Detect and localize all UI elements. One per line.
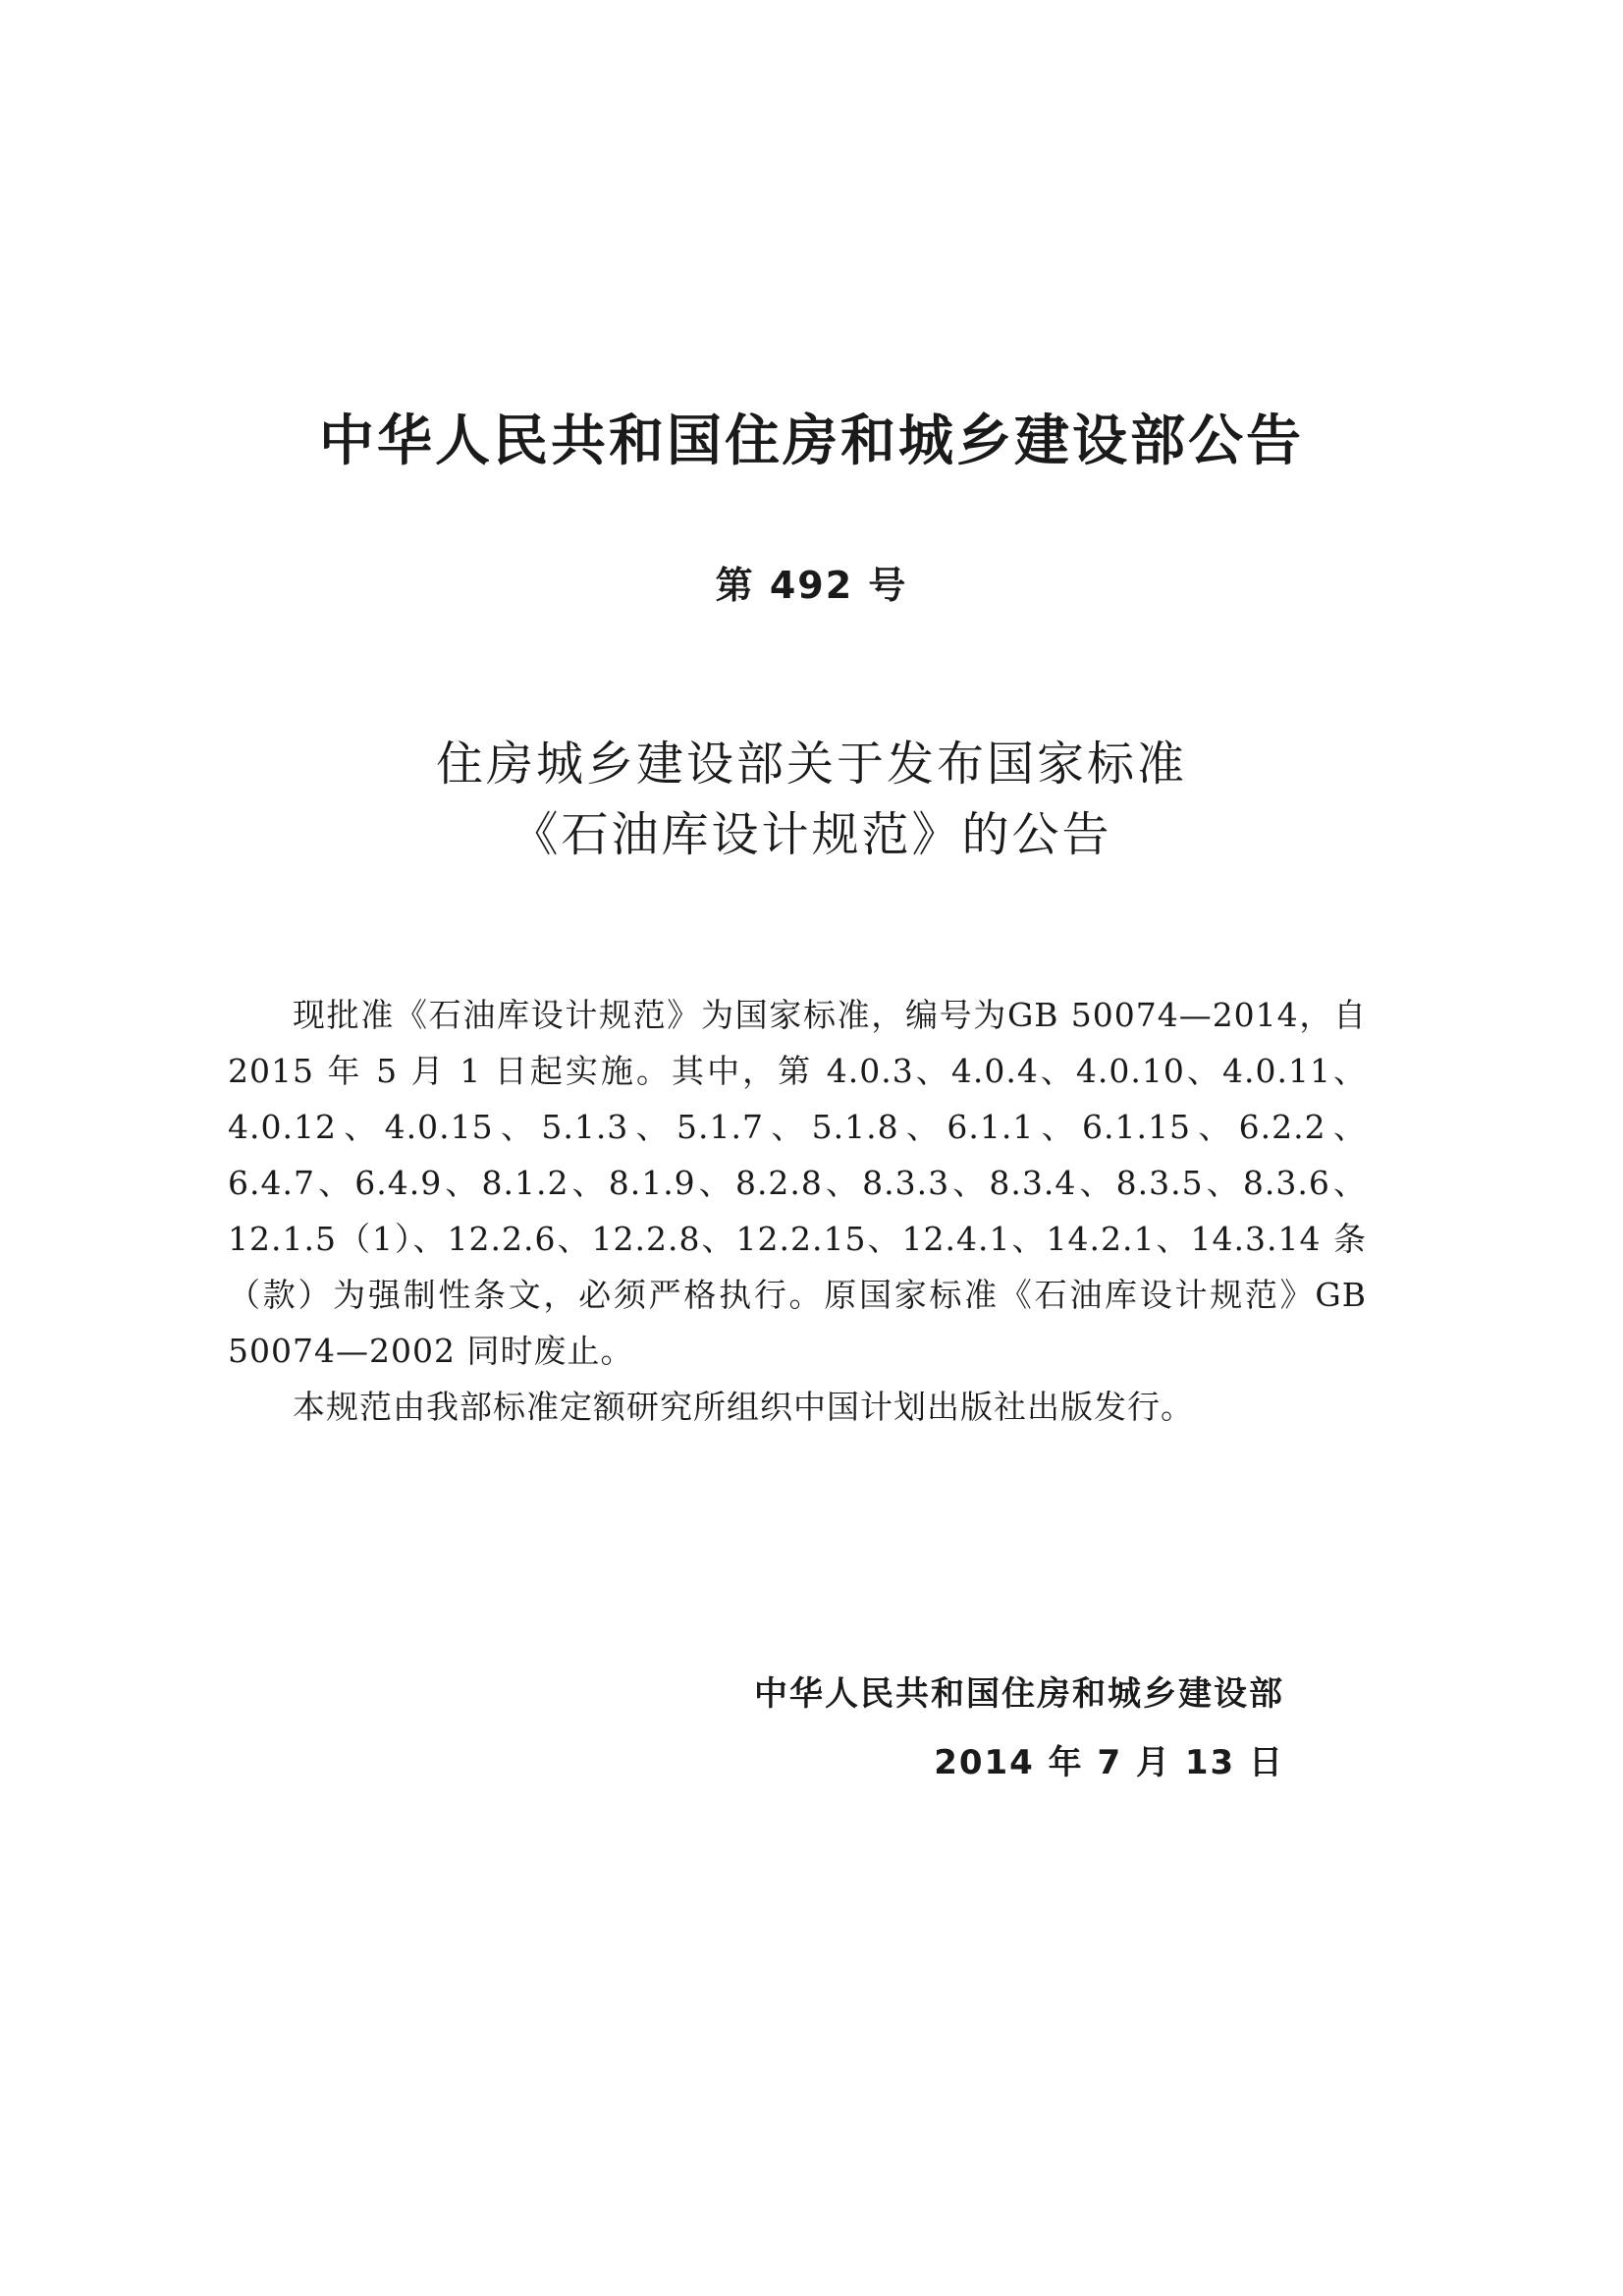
issue-number: 第 492 号 xyxy=(715,564,908,607)
issue-date: 2014 年 7 月 13 日 xyxy=(934,1743,1284,1782)
body-paragraph-2: 本规范由我部标准定额研究所组织中国计划出版社出版发行。 xyxy=(293,1388,1194,1426)
body-paragraph-1: 现批准《石油库设计规范》为国家标准，编号为GB 50074—2014，自 2015 年 5 月 1 日起实施。其中，第 4.0.3、4.0.4、4.0.10、4.0.11、4.0.12、4.0.15、5.1.3、5.1.7、5.1.8、6.1.1、6.1.15、6.2.2、6.4.7、6.4.9、8.1.2、8.1.9、8.2.8、8.3.3、8.3.4、8.3.5、8.3.6、12.1.5（1）、12.2.6、12.2.8、12.2.15、12.4.1、14.2.1、14.3.14 条（款）为强制性条文，必须严格执行。原国家标准《石油库设计规范》GB 50074—2002 同时废止。 xyxy=(228,996,1367,1370)
subtitle-line-1: 住房城乡建设部关于发布国家标准 xyxy=(435,737,1187,792)
signature-block xyxy=(754,1660,1284,1797)
issuer-name: 中华人民共和国住房和城乡建设部 xyxy=(754,1674,1284,1714)
announcement-subtitle xyxy=(0,729,1623,870)
subtitle-line-2: 《石油库设计规范》的公告 xyxy=(511,807,1112,862)
announcement-title: 中华人民共和国住房和城乡建设部公告 xyxy=(319,410,1304,473)
announcement-body xyxy=(228,987,1367,1435)
